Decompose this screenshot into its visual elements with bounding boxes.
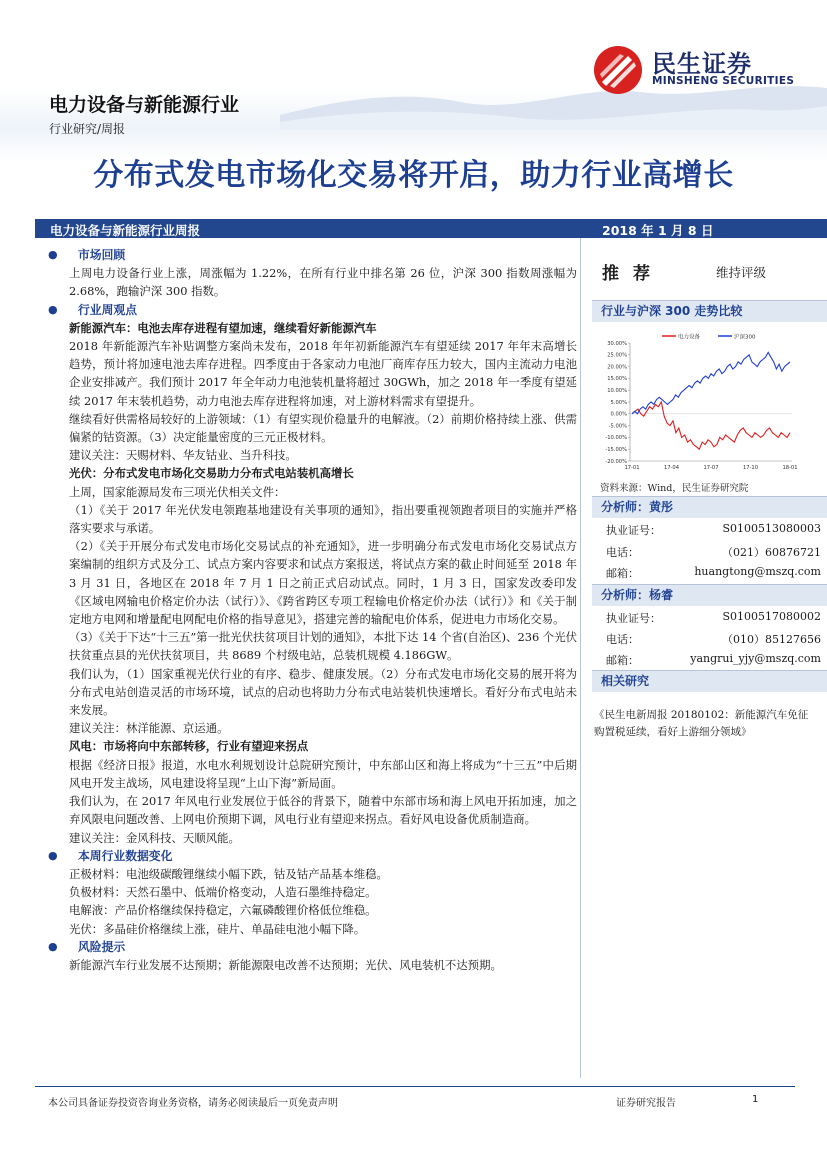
y-tick-label: 5.00% bbox=[610, 399, 627, 406]
paragraph: 上周，国家能源局发布三项光伏相关文件： bbox=[69, 484, 286, 499]
x-tick-label: 17-07 bbox=[703, 465, 719, 471]
paragraph: 光伏：多晶硅价格继续上涨，硅片、单晶硅电池小幅下降。 bbox=[69, 921, 366, 936]
analyst1-heading: 分析师：黄彤 bbox=[592, 496, 827, 518]
section-weekly-view: ● 行业周观点 bbox=[45, 301, 577, 319]
x-tick-label: 17-04 bbox=[663, 465, 680, 471]
section-market-review: ● 市场回顾 bbox=[45, 246, 577, 264]
logo-chinese-name: 民生证券 bbox=[652, 50, 752, 78]
related-research-item: 《民生电新周报 20180102：新能源汽车免征购置税延续，看好上游细分领域》 bbox=[594, 709, 809, 738]
y-tick-label: 20.00% bbox=[607, 364, 627, 371]
column-divider bbox=[580, 238, 581, 1078]
paragraph: （3）《关于下达“十三五”第一批光伏扶贫项目计划的通知》，本批下达 14 个省(自治区)、236 个光伏扶贫重点县的光伏扶贫项目，共 8689 个村级电站，总装机规模 4.186GW。 bbox=[69, 630, 577, 663]
logo-english-name: MINSHENG SECURITIES bbox=[652, 75, 795, 87]
legend-label-hs300: 沪深300 bbox=[734, 334, 756, 341]
bullet-icon: ● bbox=[48, 939, 58, 953]
paragraph: 我们认为，（1）国家重视光伏行业的有序、稳步、健康发展。（2）分布式发电市场化交易的展开将为分布式电站创造灵活的市场环境，试点的启动也将助力分布式电站装机快速增长。看好分布式电站未来发展。 bbox=[69, 666, 577, 718]
paragraph: 继续看好供需格局较好的上游领域：（1）有望实现价稳量升的电解液。（2）前期价格持续上涨、供需偏紧的钴资源。（3）决定能量密度的三元正极材料。 bbox=[69, 411, 577, 445]
legend-label-industry: 电力设备 bbox=[678, 334, 701, 341]
page-number: 1 bbox=[752, 1094, 759, 1105]
paragraph: 建议关注：金风科技、天顺风能。 bbox=[69, 830, 240, 845]
bullet-icon: ● bbox=[48, 848, 58, 862]
paragraph: 建议关注：林洋能源、京运通。 bbox=[69, 721, 229, 736]
rating-sub: 维持评级 bbox=[716, 265, 767, 280]
x-tick-label: 17-10 bbox=[742, 465, 759, 471]
y-tick-label: 10.00% bbox=[607, 388, 627, 394]
y-tick-label: -5.00% bbox=[608, 423, 627, 430]
y-tick-label: 25.00% bbox=[607, 352, 627, 359]
paragraph: 建议关注：天赐材料、华友钴业、当升科技。 bbox=[69, 448, 297, 463]
y-tick-label: -10.00% bbox=[605, 435, 627, 442]
report-series-label: 电力设备与新能源行业周报 bbox=[50, 223, 201, 238]
chart-heading: 行业与沪深 300 走势比较 bbox=[592, 300, 827, 322]
paragraph: 负极材料：天然石墨中、低端价格变动，人造石墨维持稳定。 bbox=[69, 885, 377, 900]
paragraph: 新能源汽车行业发展不达预期；新能源限电改善不达预期；光伏、风电装机不达预期。 bbox=[69, 957, 502, 972]
subhead-nev: 新能源汽车：电池去库存进程有望加速，继续看好新能源汽车 bbox=[69, 320, 377, 335]
report-date: 2018 年 1 月 8 日 bbox=[602, 223, 714, 238]
y-tick-label: 15.00% bbox=[607, 376, 627, 383]
footer-divider bbox=[35, 1086, 795, 1087]
footer-label: 证券研究报告 bbox=[616, 1098, 676, 1109]
trend-chart bbox=[592, 333, 827, 478]
x-tick-label: 17-01 bbox=[624, 465, 640, 471]
y-tick-label: -20.00% bbox=[605, 458, 627, 465]
subhead-wind: 风电：市场将向中东部转移，行业有望迎来拐点 bbox=[69, 739, 309, 754]
x-tick-label: 18-01 bbox=[782, 465, 798, 471]
section-risk: ● 风险提示 bbox=[45, 938, 577, 956]
paragraph: 正极材料：电池级碳酸锂继续小幅下跌，钴及钴产品基本维稳。 bbox=[69, 866, 388, 881]
rating: 推荐 bbox=[602, 264, 664, 284]
y-tick-label: 0.00% bbox=[610, 411, 627, 418]
industry-title: 电力设备与新能源行业 bbox=[49, 94, 240, 116]
bullet-icon: ● bbox=[48, 248, 58, 261]
subhead-pv: 光伏：分布式发电市场化交易助力分布式电站装机高增长 bbox=[69, 466, 354, 481]
series-line-industry bbox=[632, 402, 790, 449]
paragraph: （1）《关于 2017 年光伏发电领跑基地建设有关事项的通知》，指出要重视领跑者项目的实施并严格落实要求与承诺。 bbox=[69, 502, 577, 536]
y-tick-label: -15.00% bbox=[605, 447, 627, 453]
y-tick-label: 30.00% bbox=[607, 340, 627, 347]
footer-disclaimer: 本公司具备证券投资咨询业务资格，请务必阅读最后一页免责声明 bbox=[48, 1098, 338, 1109]
paragraph: 根据《经济日报》报道，水电水利规划设计总院研究预计，中东部山区和海上将成为“十三五”中后期风电开发主战场，风电建设将呈现“上山下海”新局面。 bbox=[69, 757, 577, 790]
paragraph: 2018 年新能源汽车补贴调整方案尚未发布，2018 年年初新能源汽车有望延续 2017 年年末高增长趋势，预计将加速电池去库存进程。四季度由于各家动力电池厂商库存压力较大，国内主流动力电池企业安排减产。我们预计 2017 年全年动力电池装机量将超过 30GWh，加之 2018 年一季度有望延续 2017 年末装机趋势，动力电池去库存进程将加速，对上游材料需求有望提升。 bbox=[69, 339, 577, 408]
paragraph: 我们认为，在 2017 年风电行业发展位于低谷的背景下，随着中东部市场和海上风电开拓加速，加之弃风限电问题改善、上网电价预期下调，风电行业有望迎来拐点。看好风电设备优质制造商。 bbox=[69, 794, 577, 827]
report-title: 分布式发电市场化交易将开启，助力行业高增长 bbox=[93, 158, 734, 193]
section-data-changes: ● 本周行业数据变化 bbox=[45, 847, 577, 865]
paragraph: 电解液：产品价格继续保持稳定，六氟磷酸锂价格低位维稳。 bbox=[69, 903, 377, 918]
paragraph: 上周电力设备行业上涨，周涨幅为 1.22%，在所有行业中排名第 26 位，沪深 300 指数周涨幅为 2.68%，跑输沪深 300 指数。 bbox=[69, 266, 577, 299]
paragraph: （2）《关于开展分布式发电市场化交易试点的补充通知》，进一步明确分布式发电市场化交易试点方案编制的组织方式及分工、试点方案内容要求和试点方案报送，将试点方案的截止时间延至 2018 年 3 月 31 日，各地区在 2018 年 7 月 1 日之前正式启动试点。同时，1 月 3 日，国家发改委印发《区域电网输电价格定价办法（试行）》、《跨省跨区专项工程输电价格定价办法（试行）》和《关于制定地方电网和增量配电网配电价格的指导意见》，搭建完善的输配电价体系，促进电力市场化交易。 bbox=[69, 539, 577, 627]
related-research-heading: 相关研究 bbox=[592, 670, 827, 692]
analyst2-heading: 分析师：杨睿 bbox=[592, 584, 827, 606]
main-content bbox=[45, 246, 577, 974]
report-type: 行业研究/周报 bbox=[49, 122, 126, 136]
bullet-icon: ● bbox=[48, 302, 58, 316]
chart-source: 资料来源：Wind，民生证券研究院 bbox=[600, 483, 749, 494]
